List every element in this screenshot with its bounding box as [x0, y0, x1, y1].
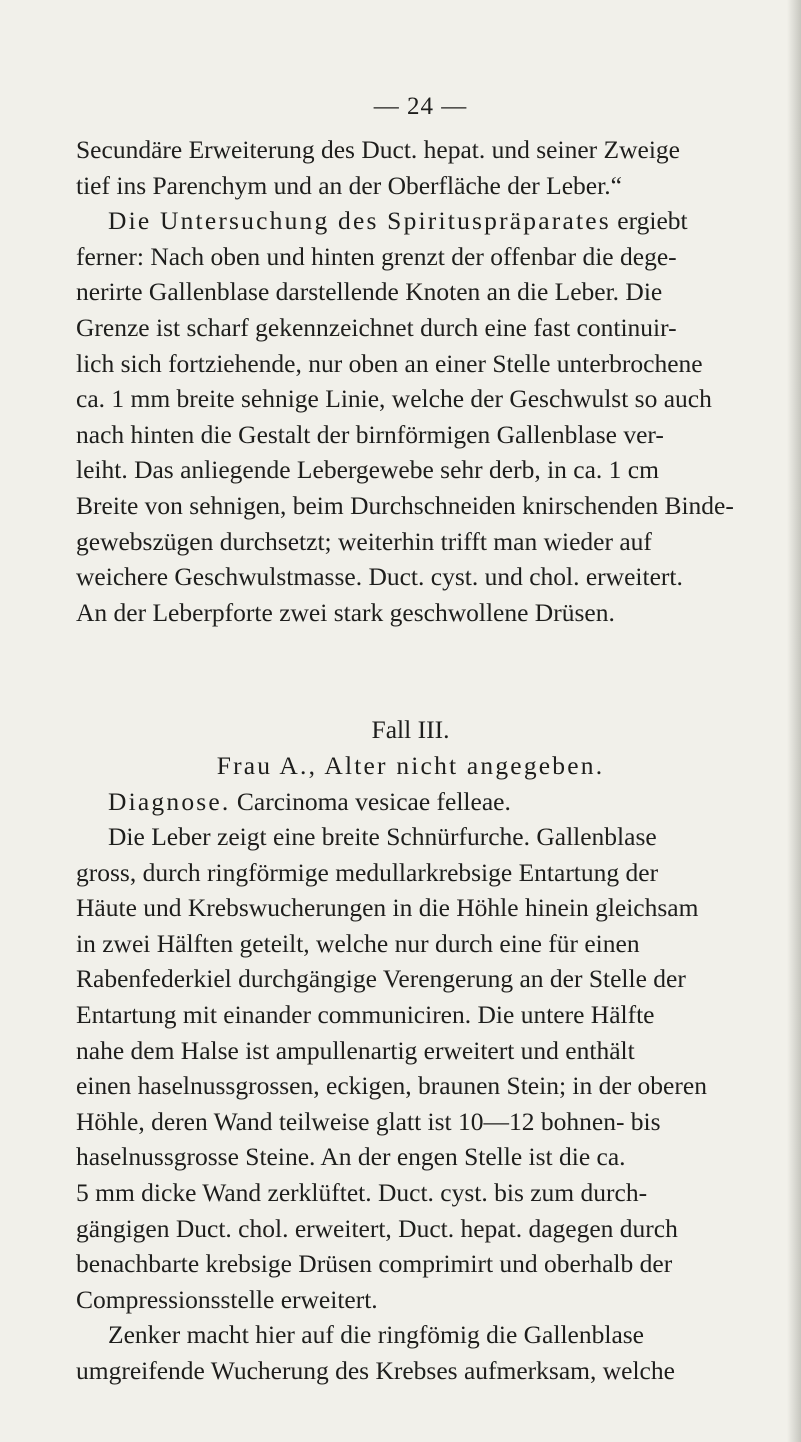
text-line: benachbarte krebsige Drüsen comprimirt und oberhalb der [76, 1249, 673, 1279]
paragraph-1 [76, 132, 745, 203]
text-line: gross, durch ringförmige medullarkrebsige Entartung der [76, 857, 659, 887]
case-title: Fall III. [371, 715, 450, 745]
text-line: Grenze ist scharf gekennzeichnet durch eine fast continuir- [76, 312, 677, 342]
page-number: — 24 — [373, 93, 468, 120]
text-line: in zwei Hälften geteilt, welche nur durch eine für einen [76, 928, 640, 958]
diagnosis-line [76, 784, 745, 820]
text-line: leiht. Das anliegende Lebergewebe sehr derb, in ca. 1 cm [76, 455, 659, 485]
text-line: ferner: Nach oben und hinten grenzt der offenbar die dege- [76, 241, 677, 271]
text-line: tief ins Parenchym und an der Oberfläche der Leber.“ [76, 170, 622, 200]
text-line: gängigen Duct. chol. erweitert, Duct. hepat. dagegen durch [76, 1213, 678, 1243]
text-line: Zenker macht hier auf die ringfömig die Gallenblase [108, 1320, 644, 1350]
paragraph-4 [76, 1317, 745, 1388]
text-line: Secundäre Erweiterung des Duct. hepat. und seiner Zweige [76, 135, 680, 164]
text-line: nahe dem Halse ist ampullenartig erweitert und enthält [76, 1035, 635, 1065]
text-line: Entartung mit einander communiciren. Die untere Hälfte [76, 1000, 655, 1030]
spaced-lead-text: Die Untersuchung des Spirituspräparates [108, 206, 611, 236]
text-line: An der Leberpforte zwei stark geschwollene Drüsen. [76, 597, 615, 627]
text-line: Höhle, deren Wand teilweise glatt ist 10—12 bohnen- bis [76, 1106, 661, 1136]
text-line: umgreifende Wucherung des Krebses aufmerksam, welche [76, 1356, 675, 1385]
text-line: gewebszügen durchsetzt; weiterhin trifft man wieder auf [76, 526, 652, 556]
text-line: Häute und Krebswucherungen in die Höhle hinein gleichsam [76, 893, 699, 923]
page-edge-shadow [787, 0, 801, 1442]
diagnosis-text: Carcinoma vesicae felleae. [230, 786, 511, 816]
text-line: einen haselnussgrossen, eckigen, braunen Stein; in der oberen [76, 1071, 707, 1101]
text-line: lich sich fortziehende, nur oben an einer Stelle unterbrochene [76, 348, 703, 378]
text-line: ca. 1 mm breite sehnige Linie, welche der Geschwulst so auch [76, 384, 712, 414]
text-line [76, 203, 745, 239]
paragraph-3 [76, 819, 745, 1317]
paragraph-2 [76, 203, 745, 630]
text-line: Breite von sehnigen, beim Durchschneiden knirschenden Binde- [76, 490, 734, 520]
text-line: nach hinten die Gestalt der birnförmigen Gallenblase ver- [76, 419, 664, 449]
lead-rest-text: ergiebt [610, 206, 688, 236]
text-line: nerirte Gallenblase darstellende Knoten an die Leber. Die [76, 277, 663, 307]
text-line: Die Leber zeigt eine breite Schnürfurche. Gallenblase [108, 822, 657, 852]
text-line: 5 mm dicke Wand zerklüftet. Duct. cyst. bis zum durch- [76, 1178, 648, 1208]
text-line: weichere Geschwulstmasse. Duct. cyst. und chol. erweitert. [76, 562, 683, 592]
text-line: Rabenfederkiel durchgängige Verengerung an der Stelle der [76, 964, 686, 994]
text-line: haselnussgrosse Steine. An der engen Stelle ist die ca. [76, 1142, 626, 1172]
text-line [76, 784, 745, 820]
text-line: Compressionsstelle erweitert. [76, 1284, 378, 1314]
case-patient: Frau A., Alter nicht angegeben. [216, 750, 605, 780]
diagnosis-label: Diagnose. [108, 786, 231, 816]
section-gap [76, 630, 745, 712]
